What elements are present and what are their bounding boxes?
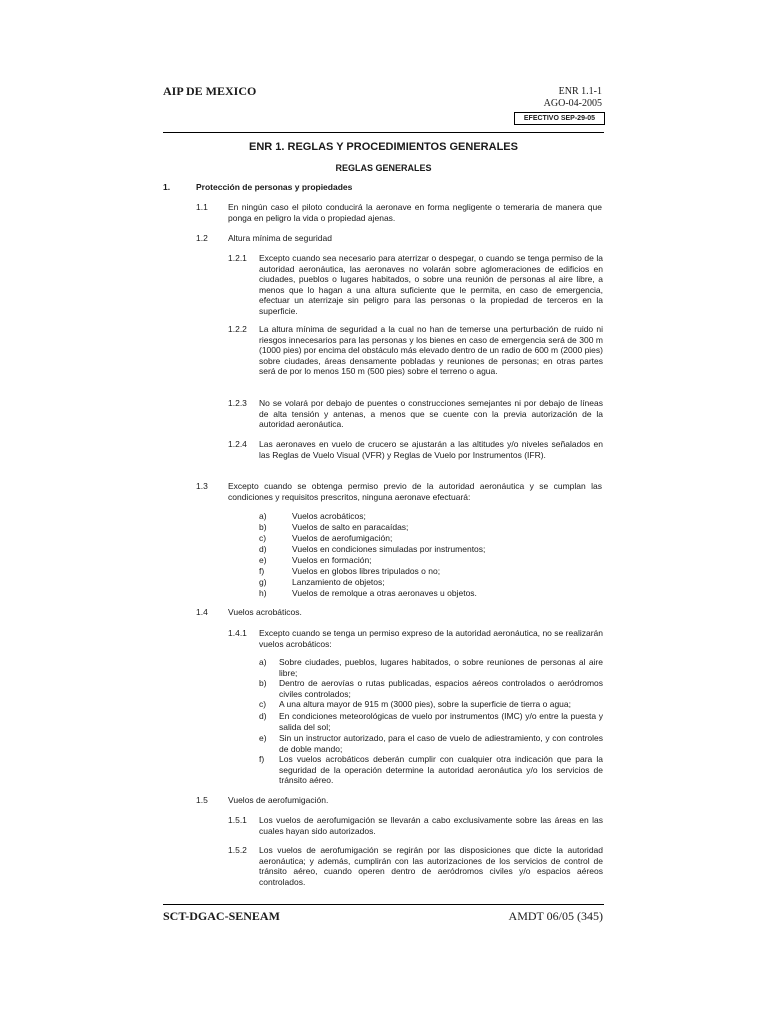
clause-heading: Vuelos de aerofumigación.	[228, 795, 329, 805]
list-item-label: f)	[259, 566, 265, 576]
list-item-label: g)	[259, 577, 267, 587]
list-item: Vuelos en condiciones simuladas por instrumentos;	[292, 544, 486, 554]
clause-heading: Vuelos acrobáticos.	[228, 607, 302, 617]
list-item: Vuelos de aerofumigación;	[292, 533, 393, 543]
list-item: Vuelos de remolque a otras aeronaves u objetos.	[292, 588, 477, 598]
subclause-text: Los vuelos de aerofumigación se llevarán a cabo exclusivamente sobre las áreas en las cuales hayan sido autorizados.	[259, 815, 603, 836]
section-number: 1.	[163, 182, 171, 192]
list-item-label: h)	[259, 588, 267, 598]
subclause-number: 1.5.2	[228, 845, 247, 855]
list-item-label: c)	[259, 699, 267, 709]
list-item-label: e)	[259, 555, 267, 565]
list-item: Lanzamiento de objetos;	[292, 577, 385, 587]
clause-heading: Altura mínima de seguridad	[228, 233, 332, 243]
subclause-number: 1.4.1	[228, 628, 247, 638]
list-item-label: e)	[259, 733, 267, 743]
list-item: Vuelos de salto en paracaídas;	[292, 522, 409, 532]
clause-number: 1.4	[196, 607, 208, 617]
list-item: En condiciones meteorológicas de vuelo por instrumentos (IMC) y/o entre la puesta y salida del sol;	[279, 711, 603, 732]
subclause-number: 1.2.2	[228, 324, 247, 334]
list-item: Dentro de aerovías o rutas publicadas, espacios aéreos controlados o aeródromos civiles controlados;	[279, 678, 603, 699]
list-item: Sin un instructor autorizado, para el caso de vuelo de adiestramiento, y con controles de doble mando;	[279, 733, 603, 754]
footer-rule	[163, 904, 604, 905]
list-item-label: d)	[259, 711, 267, 721]
footer-amendment: AMDT 06/05 (345)	[508, 909, 603, 923]
clause-number: 1.2	[196, 233, 208, 243]
clause-text: Excepto cuando se obtenga permiso previo de la autoridad aeronáutica y se cumplan las condiciones y requisitos prescritos, ninguna aeronave efectuará:	[228, 481, 602, 502]
subclause-number: 1.2.4	[228, 439, 247, 449]
section-subtitle: REGLAS GENERALES	[335, 163, 432, 173]
clause-number: 1.3	[196, 481, 208, 491]
list-item-label: a)	[259, 657, 267, 667]
subclause-text: Las aeronaves en vuelo de crucero se ajustarán a las altitudes y/o niveles señalados en las Reglas de Vuelo Visual (VFR) y Reglas de Vuelo por Instrumentos (IFR).	[259, 439, 603, 460]
document-title: ENR 1. REGLAS Y PROCEDIMIENTOS GENERALES	[249, 141, 518, 153]
section-heading: Protección de personas y propiedades	[196, 182, 353, 192]
subclause-text: Los vuelos de aerofumigación se regirán por las disposiciones que dicte la autoridad aeronáutica; y además, cumplirán con las autorizaciones de los servicios de control de tránsito aéreo, cuando operen dentro de aeródromos civiles y/o espacios aéreos controlados.	[259, 845, 603, 887]
subclause-number: 1.2.1	[228, 253, 247, 263]
subclause-text: La altura mínima de seguridad a la cual no han de temerse una perturbación de ruido ni riesgos innecesarios para las personas y los bienes en caso de emergencia será de 300 m (1000 pies) por encima del obstáculo más elevado dentro de un radio de 600 m (2000 pies) sobre ciudades, áreas densamente pobladas y reuniones de personas; en otras partes será de por lo menos 150 m (500 pies) sobre el terreno o agua.	[259, 324, 603, 376]
clause-number: 1.5	[196, 795, 208, 805]
list-item: Vuelos en formación;	[292, 555, 372, 565]
publication-date: AGO-04-2005	[543, 98, 602, 109]
list-item: Sobre ciudades, pueblos, lugares habitados, o sobre reuniones de personas al aire libre;	[279, 657, 603, 678]
subclause-number: 1.5.1	[228, 815, 247, 825]
list-item-label: b)	[259, 522, 267, 532]
list-item: Vuelos acrobáticos;	[292, 511, 366, 521]
list-item: Vuelos en globos libres tripulados o no;	[292, 566, 441, 576]
list-item-label: c)	[259, 533, 267, 543]
aip-header-title: AIP DE MEXICO	[163, 84, 257, 98]
subclause-number: 1.2.3	[228, 398, 247, 408]
effective-date-box: EFECTIVO SEP-29-05	[514, 112, 605, 125]
list-item-label: a)	[259, 511, 267, 521]
subclause-text: Excepto cuando se tenga un permiso expreso de la autoridad aeronáutica, no se realizarán vuelos acrobáticos:	[259, 628, 603, 649]
list-item: Los vuelos acrobáticos deberán cumplir con cualquier otra indicación que para la seguridad de la operación determine la autoridad aeronáutica y/o los servicios de tránsito aéreo.	[279, 754, 603, 785]
list-item: A una altura mayor de 915 m (3000 pies), sobre la superficie de tierra o agua;	[279, 699, 572, 709]
clause-text: En ningún caso el piloto conducirá la aeronave en forma negligente o temeraria de manera que ponga en peligro la vida o propiedad ajenas.	[228, 202, 602, 223]
footer-issuer: SCT-DGAC-SENEAM	[163, 909, 280, 923]
list-item-label: b)	[259, 678, 267, 688]
list-item-label: f)	[259, 754, 265, 764]
subclause-text: Excepto cuando sea necesario para aterrizar o despegar, o cuando se tenga permiso de la autoridad aeronáutica, las aeronaves no volarán sobre aglomeraciones de edificios en ciudades, pueblos o lugares habitados, o sobre una reunión de personas al aire libre, a menos que lo hagan a una altura suficiente que le permita, en caso de emergencia, efectuar un aterrizaje sin peligro para las personas o la propiedad de terceros en la superficie.	[259, 253, 603, 316]
subclause-text: No se volará por debajo de puentes o construcciones semejantes ni por debajo de líneas de alta tensión y antenas, a menos que se cuente con la previa autorización de la autoridad aeronáutica.	[259, 398, 603, 429]
list-item-label: d)	[259, 544, 267, 554]
page-code: ENR 1.1-1	[558, 86, 602, 97]
header-rule	[163, 132, 604, 133]
clause-number: 1.1	[196, 202, 208, 212]
